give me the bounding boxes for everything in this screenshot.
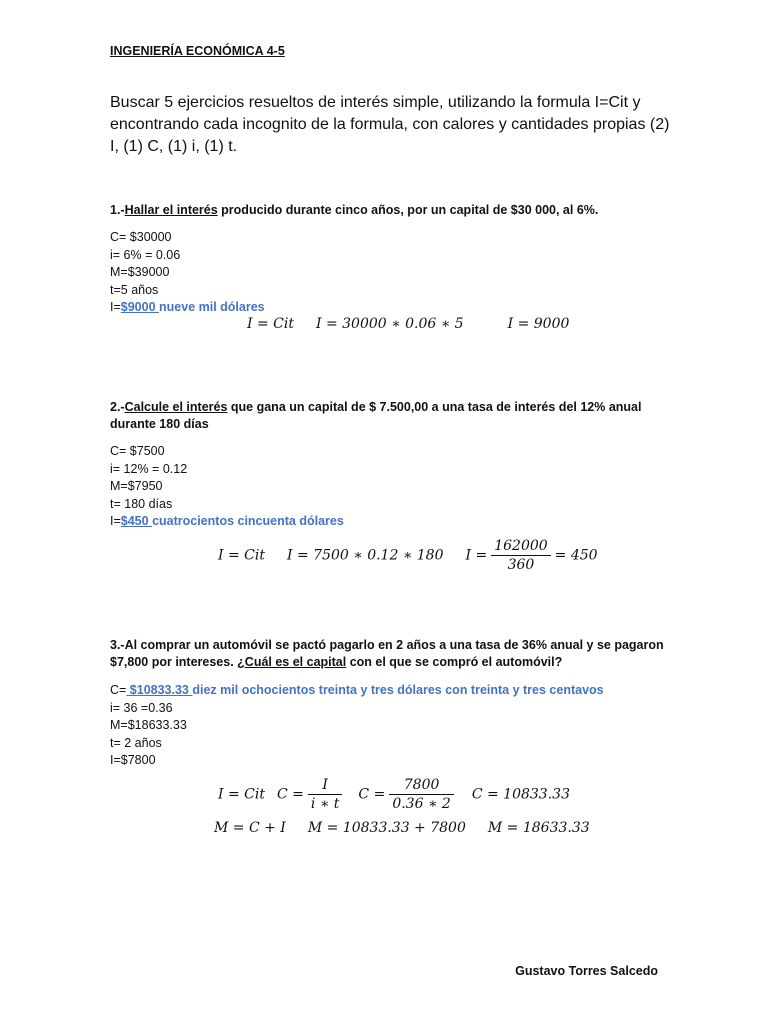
exercise-2-number: 2.- <box>110 400 125 414</box>
exercise-2-fraction: $\frac{162000}{360}$ <box>491 538 550 573</box>
exercise-3-amount: M=$18633.33 <box>110 718 187 733</box>
exercise-2-answer-words: cuatrocientos cincuenta dólares <box>152 514 344 529</box>
exercise-2-question <box>110 399 670 433</box>
exercise-3-answer: C= $10833.33 diez mil ochocientos treinta y tres dólares con treinta y tres centavos <box>110 683 604 697</box>
exercise-1-task: Hallar el interés <box>124 203 218 217</box>
exercise-1-rate: i= 6% = 0.06 <box>110 247 181 262</box>
author-signature: Gustavo Torres Salcedo <box>515 964 658 978</box>
exercise-1-number: 1.- <box>110 203 125 217</box>
exercise-2-time: t= 180 días <box>110 496 173 511</box>
exercise-1-amount: M=$39000 <box>110 265 170 280</box>
exercise-2-amount: M=$7950 <box>110 479 163 494</box>
exercise-1-capital: C= $30000 <box>110 230 172 244</box>
exercise-3-fraction-values: $\frac{7800}{0.36 ∗ 2}$ <box>389 777 454 812</box>
exercise-3-task: ¿Cuál es el capital <box>237 655 347 669</box>
exercise-1-answer-value: $9000 <box>120 300 160 315</box>
exercise-1-question <box>110 202 670 219</box>
exercise-2-values <box>110 443 344 531</box>
exercise-2-formula: I = Cit I = 7500 ∗ 0.12 ∗ 180 I = $\frac{162000}{360}$ = 450 <box>218 538 598 573</box>
exercise-3-rate: i= 36 =0.36 <box>110 700 173 715</box>
exercise-3-interest: I=$7800 <box>110 753 156 768</box>
exercise-2-answer-value: $450 <box>120 514 153 529</box>
exercise-3-formula-2: M = C + I M = 10833.33 + 7800 M = 18633.33 <box>214 820 590 836</box>
exercise-3-time: t= 2 años <box>110 735 162 750</box>
exercise-3-answer-value: $10833.33 <box>126 683 193 697</box>
exercise-2-answer: I=$450 cuatrocientos cincuenta dólares <box>110 514 344 529</box>
exercise-2-statement: que gana un capital de $ 7.500,00 a una tasa de interés del 12% anual durante 180 días <box>110 400 642 431</box>
assignment-instructions: Buscar 5 ejercicios resueltos de interés simple, utilizando la formula I=Cit y encontrando cada incognito de la formula, con calores y cantidades propias (2) I, (1) C, (1) i, (1) t. <box>110 94 670 155</box>
exercise-2-task: Calcule el interés <box>124 400 228 414</box>
exercise-1-statement: producido durante cinco años, por un capital de $30 000, al 6%. <box>217 203 599 217</box>
exercise-1-answer: I=$9000 nueve mil dólares <box>110 300 265 315</box>
exercise-3-values <box>110 682 604 770</box>
document-header: INGENIERÍA ECONÓMICA 4-5 <box>110 44 285 58</box>
exercise-3-statement: 3.-Al comprar un automóvil se pactó pagarlo en 2 años a una tasa de 36% anual y se pagaron $7,800 por intereses. <box>110 638 664 669</box>
exercise-3-answer-words: diez mil ochocientos treinta y tres dólares con treinta y tres centavos <box>192 683 604 697</box>
exercise-1-time: t=5 años <box>110 282 159 297</box>
exercise-1-formula: I = Cit I = 30000 ∗ 0.06 ∗ 5 I = 9000 <box>247 316 570 332</box>
exercise-3-statement-end: con el que se compró el automóvil? <box>346 655 563 669</box>
exercise-1-values <box>110 229 265 317</box>
exercise-2-capital: C= $7500 <box>110 444 165 458</box>
exercise-3-question <box>110 637 670 671</box>
exercise-1-answer-words: nueve mil dólares <box>159 300 265 315</box>
exercise-3-fraction-general: $\frac{I}{i ∗ t}$ <box>308 777 343 812</box>
exercise-2-rate: i= 12% = 0.12 <box>110 461 188 476</box>
exercise-3-formula-1: I = Cit C = $\frac{I}{i ∗ t}$ C = $\frac{7800}{0.36 ∗ 2}$ C = 10833.33 <box>218 777 570 812</box>
